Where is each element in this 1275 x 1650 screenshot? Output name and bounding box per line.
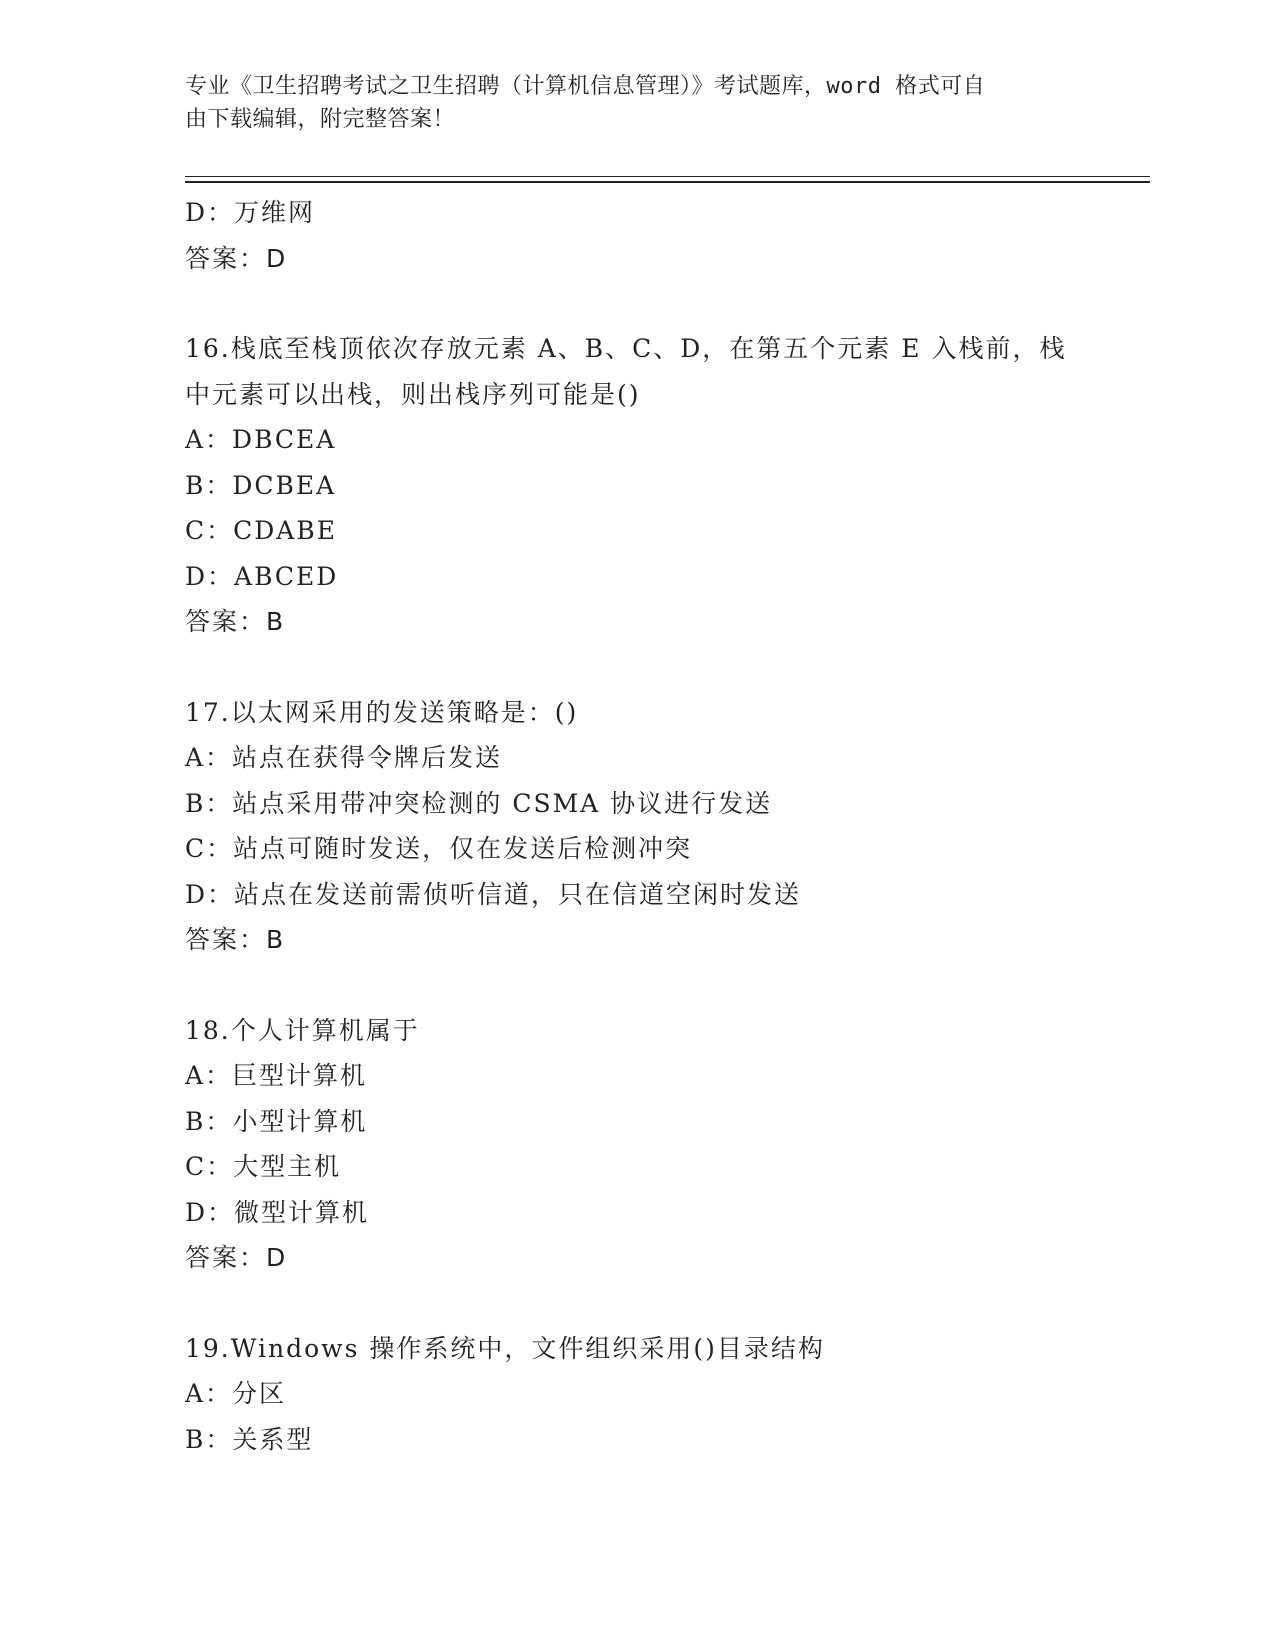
option-b: B：小型计算机	[185, 1106, 368, 1136]
question-18	[185, 1008, 1085, 1281]
option-c: C：大型主机	[185, 1152, 342, 1181]
question-stem: 19.Windows 操作系统中，文件组织采用()目录结构	[185, 1333, 825, 1363]
option-a: A：分区	[185, 1379, 287, 1408]
answer-line: 答案：D	[185, 1243, 288, 1272]
header-line-1: 专业《卫生招聘考试之卫生招聘（计算机信息管理）》考试题库，word 格式可自	[185, 74, 986, 99]
previous-question-tail	[185, 190, 1085, 281]
answer-line: 答案：B	[185, 607, 286, 636]
spacer	[185, 1281, 1085, 1326]
document-header	[185, 70, 1065, 136]
option-d: D：微型计算机	[185, 1197, 370, 1227]
header-rule-thin	[185, 176, 1150, 177]
answer-line: 答案：B	[185, 925, 286, 954]
option-b: B：关系型	[185, 1424, 314, 1454]
question-19	[185, 1326, 1085, 1463]
answer-line: 答案：D	[185, 243, 288, 273]
spacer	[185, 645, 1085, 690]
option-d: D：万维网	[185, 198, 316, 227]
option-a: A：DBCEA	[185, 425, 337, 454]
option-a: A：站点在获得令牌后发送	[185, 743, 503, 772]
spacer	[185, 963, 1085, 1008]
option-d: D：ABCED	[185, 561, 339, 591]
header-line-2: 由下载编辑，附完整答案！	[185, 107, 456, 132]
header-rule-thick	[185, 181, 1150, 183]
option-b: B：站点采用带冲突检测的 CSMA 协议进行发送	[185, 788, 773, 818]
option-d: D：站点在发送前需侦听信道，只在信道空闲时发送	[185, 879, 802, 909]
question-stem: 18.个人计算机属于	[185, 1015, 420, 1045]
option-c: C：CDABE	[185, 516, 337, 545]
option-c: C：站点可随时发送，仅在发送后检测冲突	[185, 834, 693, 863]
question-16	[185, 326, 1085, 645]
question-stem-cont: 中元素可以出栈，则出栈序列可能是()	[185, 379, 641, 409]
option-b: B：DCBEA	[185, 470, 337, 500]
question-stem: 16.栈底至栈顶依次存放元素 A、B、C、D，在第五个元素 E 入栈前，栈	[185, 334, 1067, 363]
question-17	[185, 690, 1085, 963]
spacer	[185, 281, 1085, 326]
question-stem: 17.以太网采用的发送策略是：()	[185, 697, 579, 727]
option-a: A：巨型计算机	[185, 1061, 368, 1090]
question-list	[185, 190, 1085, 1462]
